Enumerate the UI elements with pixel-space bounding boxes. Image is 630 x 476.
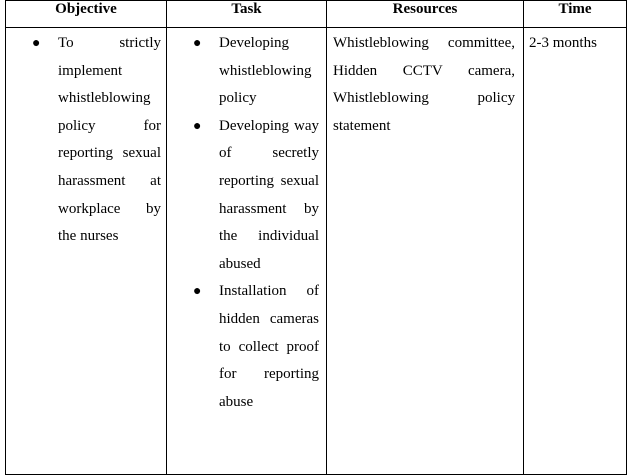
time-cell — [524, 28, 627, 475]
task-list — [167, 30, 319, 416]
list-item — [167, 30, 319, 113]
table-row — [6, 28, 627, 475]
task-text: Developing whistleblowing policy — [219, 35, 312, 107]
bullet-icon: ● — [193, 36, 202, 51]
task-text: Developing way of secretly reporting sexual harassment by the individual abused — [219, 117, 319, 272]
list-item — [6, 30, 161, 251]
header-row — [6, 1, 627, 28]
action-plan-table — [5, 0, 627, 475]
task-cell — [167, 28, 327, 475]
header-time: Time — [524, 1, 627, 28]
resources-cell — [327, 28, 524, 475]
bullet-icon: ● — [193, 118, 202, 134]
objective-cell — [6, 28, 167, 475]
header-resources: Resources — [327, 1, 524, 28]
list-item — [167, 113, 319, 279]
objective-list — [6, 30, 161, 251]
task-text: Installation of hidden cameras to collect proof for reporting abuse — [219, 283, 319, 410]
bullet-icon: ● — [32, 36, 41, 51]
resources-text: Whistleblowing committee, Hidden CCTV camera, Whistleblowing policy statement — [333, 35, 515, 134]
objective-text: To strictly implement whistleblowing policy for reporting sexual harassment at workplace by the nurses — [58, 35, 161, 245]
header-objective: Objective — [6, 1, 167, 28]
time-text: 2-3 months — [529, 35, 597, 51]
header-task: Task — [167, 1, 327, 28]
list-item — [167, 278, 319, 416]
bullet-icon: ● — [193, 284, 202, 300]
